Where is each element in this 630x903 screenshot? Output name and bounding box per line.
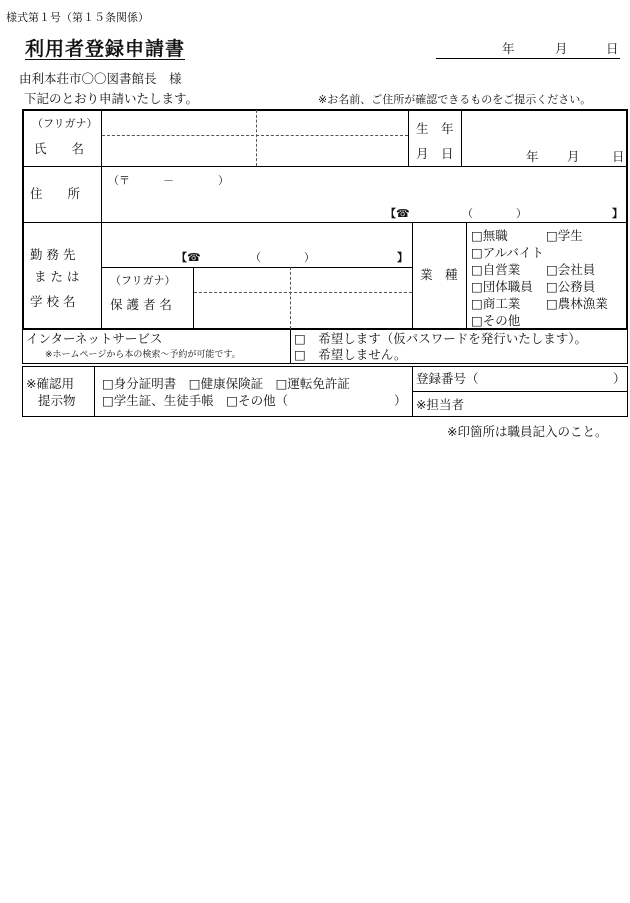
- birth-month: 月: [567, 149, 580, 164]
- occupation-other: □その他: [471, 313, 521, 328]
- staff-label: ※担当者: [416, 397, 464, 412]
- occupation-agriculture: □農林漁業: [546, 296, 608, 311]
- form-number: 様式第１号（第１５条関係）: [6, 11, 149, 24]
- industry-left-line: [412, 222, 413, 329]
- registration-number-close: ）: [613, 371, 626, 386]
- internet-divider: [290, 330, 291, 363]
- addressee: 由利本荘市〇〇図書館長 様: [19, 71, 182, 86]
- date-year: 年: [502, 41, 515, 56]
- birth-day: 日: [612, 149, 625, 164]
- internet-no: □ 希望しません。: [294, 347, 407, 362]
- work-tel-paren-open: （: [250, 251, 261, 264]
- name-mid-dashed: [256, 110, 257, 166]
- work-divider: [102, 267, 412, 268]
- row-line-address-bottom: [23, 222, 627, 223]
- industry-label: 業 種: [420, 267, 458, 282]
- name-furigana-label: （フリガナ）: [32, 117, 98, 130]
- birth-label-2: 月 日: [416, 146, 454, 161]
- registration-number-label: 登録番号（: [416, 371, 479, 386]
- office-right-divider: [412, 391, 627, 392]
- occupation-civilservant: □公務員: [546, 279, 596, 294]
- birth-label-1: 生 年: [416, 121, 454, 136]
- address-tel-paren-close: ）: [516, 207, 527, 220]
- birth-left-line: [408, 110, 409, 166]
- work-tel-open: 【☎: [176, 251, 201, 264]
- occupation-company: □会社員: [546, 262, 596, 277]
- address-tel-open: 【☎: [385, 207, 410, 220]
- furigana-divider: [102, 135, 408, 136]
- occupation-commerce: □商工業: [471, 296, 521, 311]
- occupation-unemployed: □無職: [471, 228, 508, 243]
- occupation-organization: □団体職員: [471, 279, 533, 294]
- confirm-docs-row2: □学生証、生徒手帳 □その他（: [102, 393, 289, 408]
- row-line-name-bottom: [23, 166, 627, 167]
- office-label-line: [94, 367, 95, 416]
- address-tel-close: 】: [612, 207, 623, 220]
- internet-note: ※ホームページから本の検索～予約が可能です。: [45, 350, 241, 360]
- work-label-3: 学 校 名: [30, 294, 76, 309]
- guardian-label-line: [193, 267, 194, 329]
- page-title: 利用者登録申請書: [25, 38, 186, 60]
- date-month: 月: [555, 41, 568, 56]
- guardian-mid-dashed: [290, 267, 291, 329]
- birth-year: 年: [526, 149, 539, 164]
- guardian-furigana-divider: [194, 292, 412, 293]
- birth-right-line: [461, 110, 462, 166]
- id-note: ※お名前、ご住所が確認できるものをご提示ください。: [318, 93, 592, 106]
- address-label: 住 所: [30, 186, 81, 201]
- footnote: ※印箇所は職員記入のこと。: [447, 424, 608, 439]
- occupation-parttime: □アルバイト: [471, 245, 544, 260]
- guardian-furigana-label: （フリガナ）: [110, 274, 176, 287]
- confirm-label-1: ※確認用: [26, 376, 74, 391]
- occupation-selfemployed: □自営業: [471, 262, 521, 277]
- name-label: 氏 名: [34, 141, 85, 156]
- address-tel-paren-open: （: [462, 207, 473, 220]
- postal-code: （〒 － ）: [108, 174, 229, 187]
- guardian-label: 保 護 者 名: [110, 297, 172, 312]
- work-tel-paren-close: ）: [304, 251, 315, 264]
- confirm-label-2: 提示物: [38, 393, 76, 408]
- intro-text: 下記のとおり申請いたします。: [24, 91, 199, 106]
- date-day: 日: [606, 41, 619, 56]
- confirm-docs-row1: □身分証明書 □健康保険証 □運転免許証: [102, 376, 350, 391]
- confirm-docs-close: ）: [394, 393, 407, 408]
- industry-right-line: [466, 222, 467, 329]
- work-label-2: ま た は: [34, 269, 80, 284]
- internet-yes: □ 希望します（仮パスワードを発行いたします）。: [294, 331, 588, 346]
- label-column-line: [101, 110, 102, 329]
- internet-title: インターネットサービス: [26, 331, 163, 346]
- date-underline: [436, 58, 620, 59]
- work-tel-close: 】: [397, 251, 408, 264]
- occupation-student: □学生: [546, 228, 583, 243]
- work-label-1: 勤 務 先: [30, 247, 76, 262]
